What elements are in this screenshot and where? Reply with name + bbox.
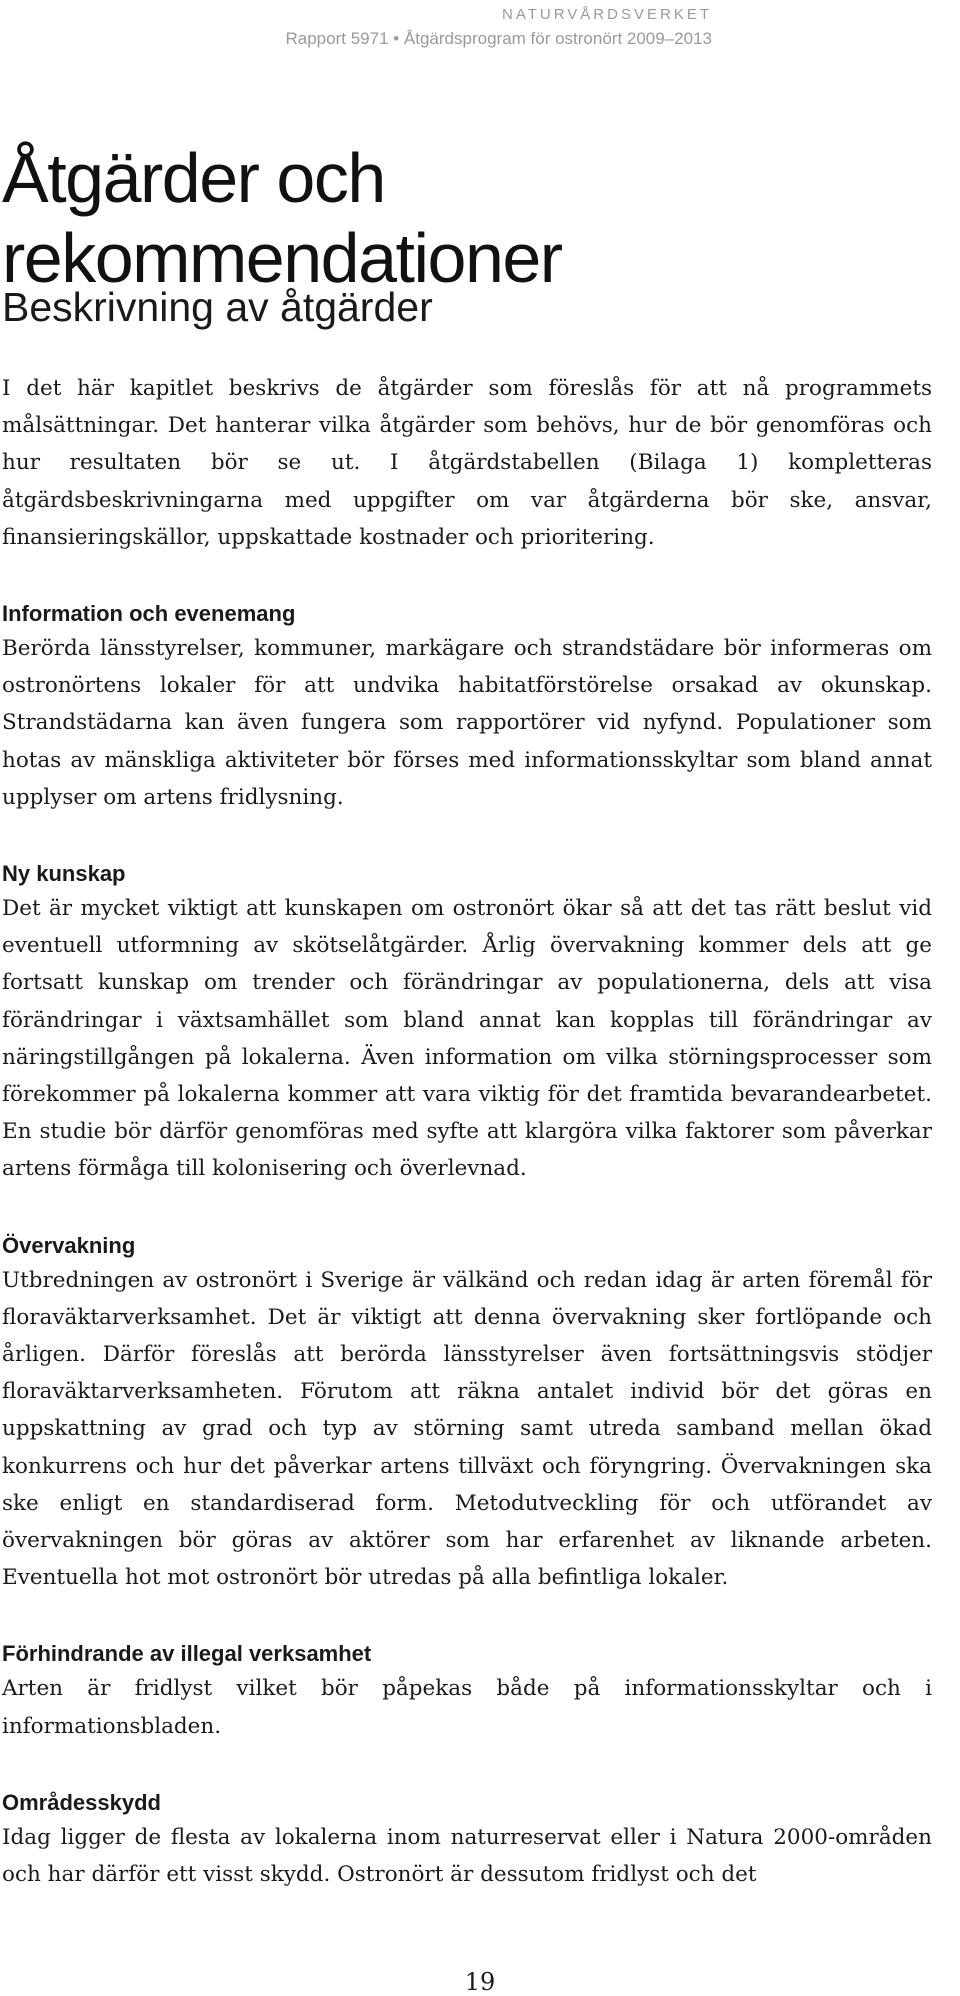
page-title: Åtgärder och rekommendationer [2, 139, 562, 297]
section-title: Beskrivning av åtgärder [2, 284, 433, 330]
section-body: Idag ligger de flesta av lokalerna inom naturreservat eller i Natura 2000-områden och har därför ett visst skydd. Ostronört är dessutom fridlyst och det [2, 1824, 932, 1888]
section-heading: Ny kunskap [2, 861, 126, 887]
section-body: Berörda länsstyrelser, kommuner, markägare och strandstädare bör informeras om ostronörtens lokaler för att undvika habitatförstörelse orsakad av okunskap. Strandstädarna kan även fungera som rapportörer vid nyfynd. Populationer som hotas av mänskliga aktiviteter bör förses med informationsskyltar som bland annat upplyser om artens fridlysning. [2, 636, 932, 810]
section-body: Utbredningen av ostronört i Sverige är välkänd och redan idag är arten föremål för floraväktarverksamhet. Det är viktigt att denna övervakning sker fortlöpande och årligen. Därför föreslås att berörda länsstyrelser även fortsättningsvis stödjer floraväktarverksamheten. Förutom att räkna antalet individ bör det göras en uppskattning av grad och typ av störning samt utreda samband mellan ökad konkurrens och hur det påverkar artens tillväxt och föryngring. Övervakningen ska ske enligt en standardiserad form. Metodutveckling för och utförandet av övervakningen bör göras av aktörer som har erfarenhet av liknande arbeten. Eventuella hot mot ostronört bör utredas på alla befintliga lokaler. [2, 1267, 932, 1591]
page-number: 19 [464, 1968, 496, 1996]
section-heading: Förhindrande av illegal verksamhet [2, 1641, 372, 1667]
running-header [112, 4, 712, 52]
section-heading: Områdesskydd [2, 1789, 161, 1815]
section-body: Arten är fridlyst vilket bör påpekas både på informationsskyltar och i informationsbladen. [2, 1676, 932, 1739]
intro-paragraph: I det här kapitlet beskrivs de åtgärder som föreslås för att nå programmets målsättningar. Det hanterar vilka åtgärder som behövs, hur de bör genomföras och hur resultaten bör se ut. I åtgärdstabellen (Bilaga 1) kompletteras åtgärdsbeskrivningarna med uppgifter om var åtgärderna bör ske, ansvar, finansieringskällor, uppskattade kostnader och prioritering. [2, 376, 932, 550]
section-heading: Övervakning [2, 1232, 136, 1258]
section-omradesskydd [2, 1787, 932, 1893]
section-heading: Information och evenemang [2, 601, 296, 627]
section-overvakning [2, 1230, 932, 1597]
section-information [2, 598, 932, 816]
section-ny-kunskap [2, 858, 932, 1188]
section-illegal-verksamhet [2, 1638, 932, 1744]
section-body: Det är mycket viktigt att kunskapen om ostronört ökar så att det tas rätt beslut vid eventuell utformning av skötselåtgärder. Årlig övervakning kommer dels att ge fortsatt kunskap om trender och förändringar av populationerna, dels att visa förändringar i växtsamhället som bland annat kan kopplas till förändringar av näringstillgången på lokalerna. Även information om vilka störningsprocesser som förekommer på lokalerna kommer att vara viktig för det framtida bevarandearbetet. En studie bör därför genomföras med syfte att klargöra vilka faktorer som påverkar artens förmåga till kolonisering och överlevnad. [2, 896, 932, 1182]
agency-name: NATURVÅRDSVERKET [502, 6, 712, 23]
page-content [2, 370, 932, 1893]
report-line: Rapport 5971 • Åtgärdsprogram för ostronört 2009–2013 [285, 29, 712, 48]
